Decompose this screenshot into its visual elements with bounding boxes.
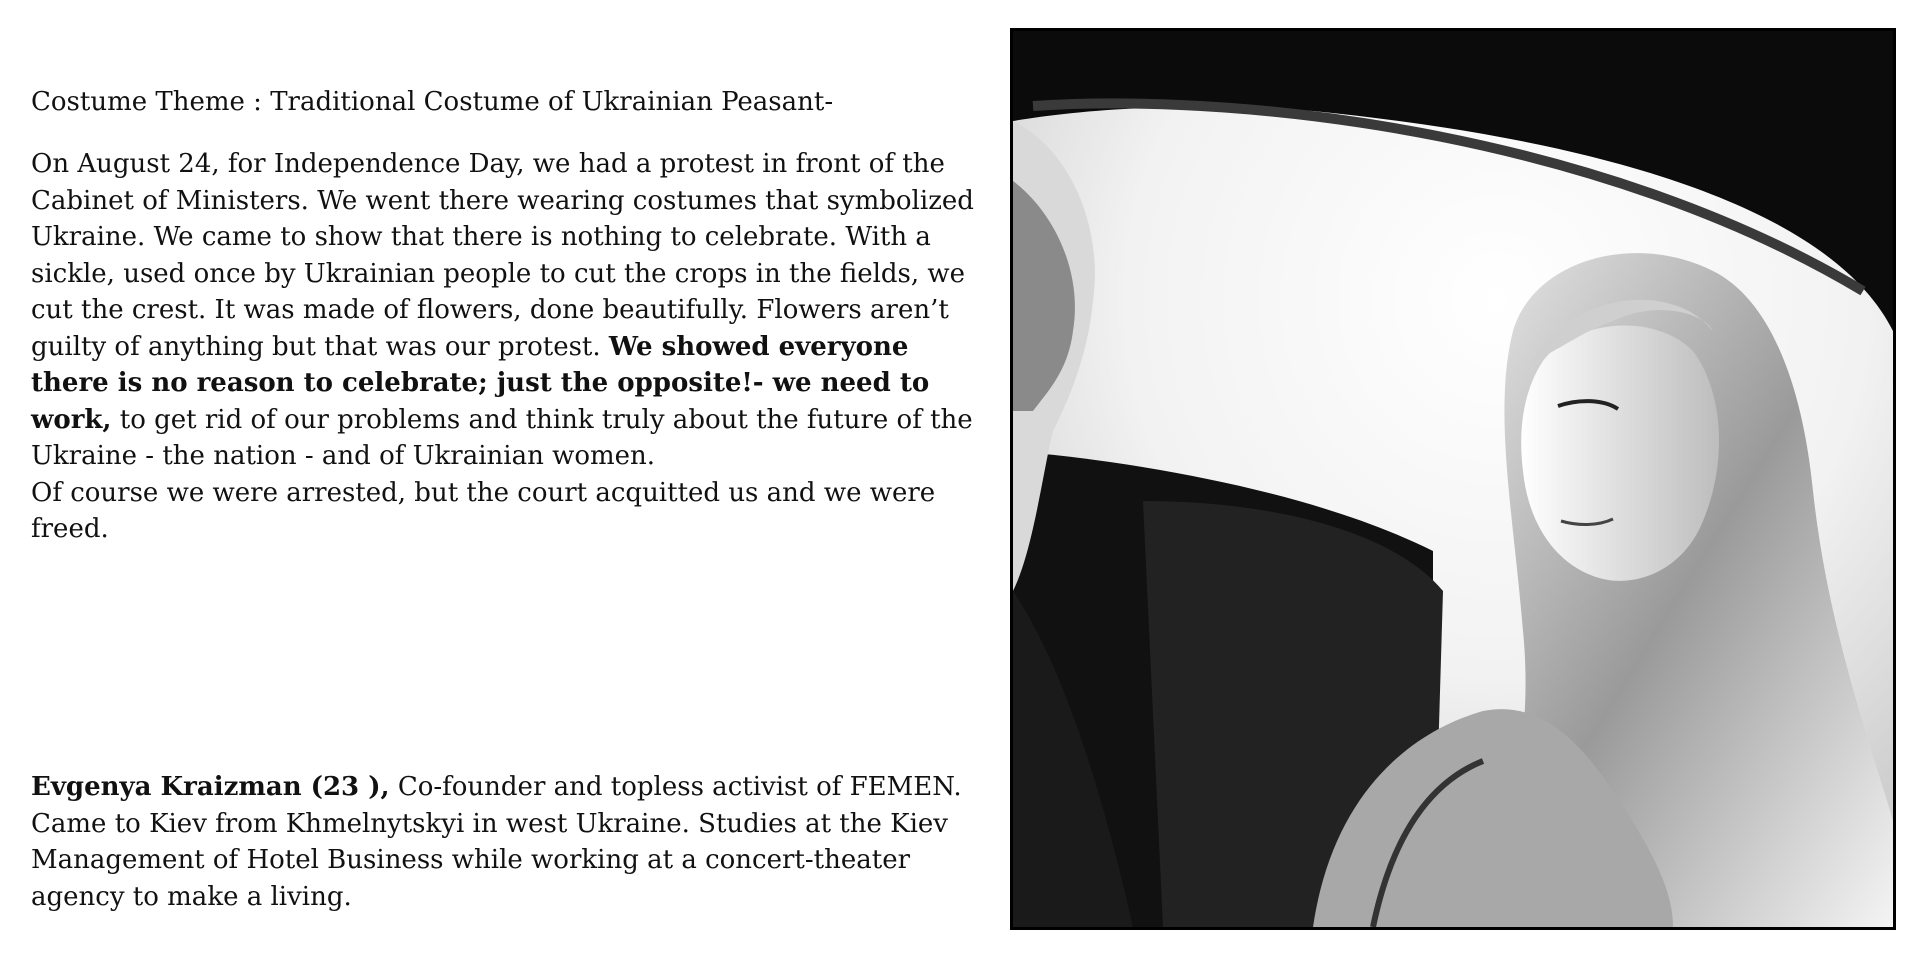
story-part1: On August 24, for Independence Day, we had a protest in front of the Cabinet of Ministers. We went there wearing costumes that symbolized Ukraine. We came to show that there is nothing to celebrate. With a sickle, used once by Ukrainian people to cut the crops in the fields, we cut the crest. It was made of flowers, done beautifully. Flowers aren’t guilty of anything but that was our protest. bbox=[31, 149, 974, 362]
bio-paragraph bbox=[31, 769, 981, 915]
bio-name: Evgenya Kraizman (23 ), bbox=[31, 772, 390, 802]
story-paragraph bbox=[31, 146, 981, 548]
story-part2: to get rid of our problems and think truly about the future of the Ukraine - the nation - and of Ukrainian women. bbox=[31, 404, 973, 471]
costume-theme: Costume Theme : Traditional Costume of Ukrainian Peasant- bbox=[31, 87, 834, 117]
portrait-photo bbox=[1010, 28, 1896, 930]
story-bold: We showed everyone there is no reason to celebrate; just the opposite!- we need to work, bbox=[31, 331, 930, 435]
photo-illustration bbox=[1013, 31, 1893, 927]
story-part3: Of course we were arrested, but the court acquitted us and we were freed. bbox=[31, 477, 936, 544]
bio-text: Co-founder and topless activist of FEMEN. Came to Kiev from Khmelnytskyi in west Ukraine. Studies at the Kiev Management of Hotel Business while working at a concert-theater agency to make a living. bbox=[31, 772, 962, 912]
text-column bbox=[31, 84, 981, 548]
